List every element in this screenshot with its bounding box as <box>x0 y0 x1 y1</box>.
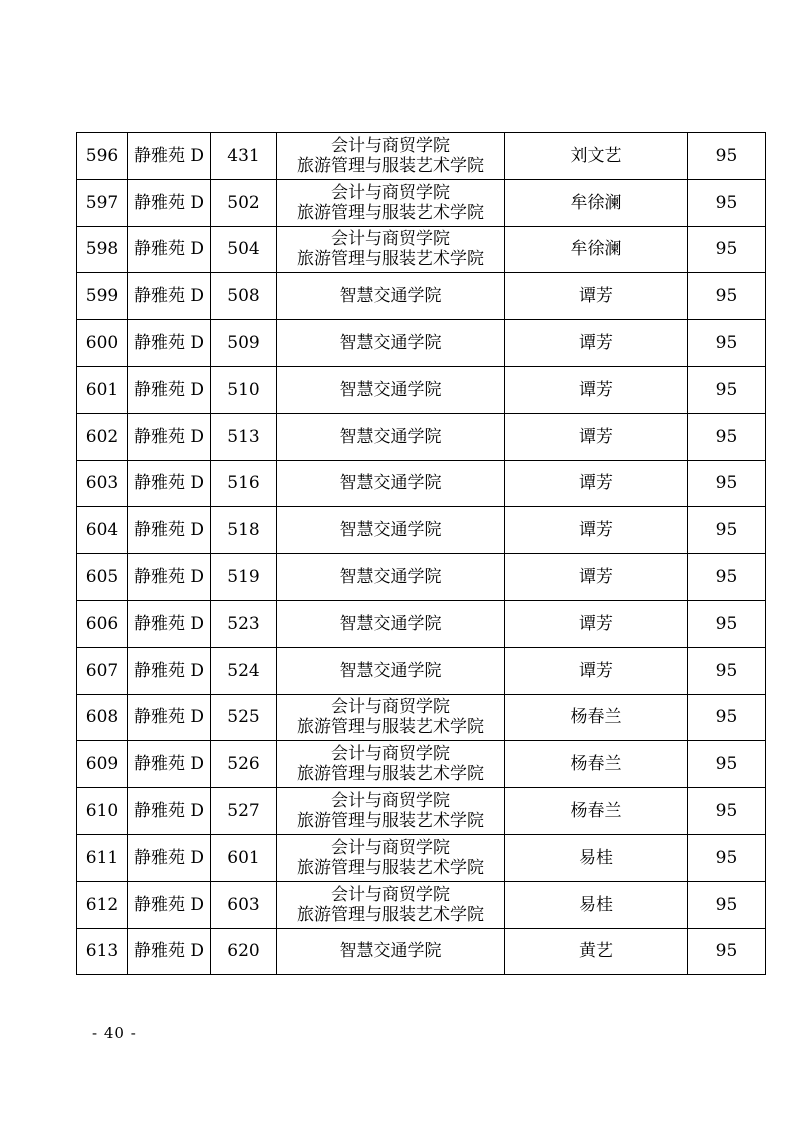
college-name: 会计与商贸学院 <box>331 182 450 203</box>
row-number-cell: 603 <box>77 460 128 507</box>
college-cell <box>277 788 505 835</box>
table-row <box>77 554 766 601</box>
table-row <box>77 694 766 741</box>
score-cell: 95 <box>688 460 766 507</box>
college-name: 会计与商贸学院 <box>331 229 450 250</box>
college-name: 智慧交通学院 <box>339 613 442 634</box>
score-cell: 95 <box>688 507 766 554</box>
score-cell: 95 <box>688 834 766 881</box>
room-number-cell: 510 <box>211 366 277 413</box>
table-row <box>77 507 766 554</box>
college-cell <box>277 554 505 601</box>
college-cell <box>277 600 505 647</box>
staff-name-cell: 易桂 <box>505 834 688 881</box>
room-number-cell: 524 <box>211 647 277 694</box>
building-cell: 静雅苑 D <box>128 741 211 788</box>
building-cell: 静雅苑 D <box>128 460 211 507</box>
building-cell: 静雅苑 D <box>128 881 211 928</box>
score-cell: 95 <box>688 133 766 180</box>
row-number-cell: 613 <box>77 928 128 975</box>
college-name: 会计与商贸学院 <box>331 697 450 718</box>
score-cell: 95 <box>688 273 766 320</box>
staff-name-cell: 杨春兰 <box>505 788 688 835</box>
building-cell: 静雅苑 D <box>128 694 211 741</box>
row-number-cell: 600 <box>77 320 128 367</box>
table-row <box>77 788 766 835</box>
staff-name-cell: 谭芳 <box>505 320 688 367</box>
row-number-cell: 610 <box>77 788 128 835</box>
row-number-cell: 598 <box>77 226 128 273</box>
building-cell: 静雅苑 D <box>128 928 211 975</box>
room-number-cell: 518 <box>211 507 277 554</box>
college-cell <box>277 928 505 975</box>
room-number-cell: 509 <box>211 320 277 367</box>
building-cell: 静雅苑 D <box>128 647 211 694</box>
college-cell <box>277 834 505 881</box>
table-row <box>77 881 766 928</box>
room-number-cell: 526 <box>211 741 277 788</box>
building-cell: 静雅苑 D <box>128 554 211 601</box>
score-cell: 95 <box>688 366 766 413</box>
staff-name-cell: 易桂 <box>505 881 688 928</box>
table-row <box>77 600 766 647</box>
score-cell: 95 <box>688 694 766 741</box>
row-number-cell: 611 <box>77 834 128 881</box>
room-number-cell: 601 <box>211 834 277 881</box>
college-name: 智慧交通学院 <box>339 379 442 400</box>
college-cell <box>277 366 505 413</box>
staff-name-cell: 谭芳 <box>505 366 688 413</box>
score-cell: 95 <box>688 226 766 273</box>
college-name: 旅游管理与服装艺术学院 <box>297 904 484 925</box>
table-row <box>77 179 766 226</box>
table-row <box>77 226 766 273</box>
college-cell <box>277 460 505 507</box>
score-cell: 95 <box>688 928 766 975</box>
page-number: - 40 - <box>92 1024 137 1042</box>
staff-name-cell: 谭芳 <box>505 273 688 320</box>
staff-name-cell: 牟徐澜 <box>505 179 688 226</box>
row-number-cell: 605 <box>77 554 128 601</box>
row-number-cell: 608 <box>77 694 128 741</box>
building-cell: 静雅苑 D <box>128 600 211 647</box>
building-cell: 静雅苑 D <box>128 320 211 367</box>
dorm-inspection-table <box>76 132 766 975</box>
score-cell: 95 <box>688 788 766 835</box>
staff-name-cell: 黄艺 <box>505 928 688 975</box>
college-cell <box>277 507 505 554</box>
college-cell <box>277 413 505 460</box>
college-cell <box>277 273 505 320</box>
row-number-cell: 599 <box>77 273 128 320</box>
college-name: 智慧交通学院 <box>339 520 442 541</box>
room-number-cell: 516 <box>211 460 277 507</box>
score-cell: 95 <box>688 647 766 694</box>
row-number-cell: 597 <box>77 179 128 226</box>
row-number-cell: 596 <box>77 133 128 180</box>
college-cell <box>277 647 505 694</box>
college-cell <box>277 179 505 226</box>
row-number-cell: 607 <box>77 647 128 694</box>
college-name: 智慧交通学院 <box>339 426 442 447</box>
score-cell: 95 <box>688 600 766 647</box>
college-name: 旅游管理与服装艺术学院 <box>297 202 484 223</box>
building-cell: 静雅苑 D <box>128 133 211 180</box>
room-number-cell: 523 <box>211 600 277 647</box>
college-name: 会计与商贸学院 <box>331 837 450 858</box>
college-name: 旅游管理与服装艺术学院 <box>297 249 484 270</box>
staff-name-cell: 杨春兰 <box>505 694 688 741</box>
row-number-cell: 606 <box>77 600 128 647</box>
table-row <box>77 460 766 507</box>
row-number-cell: 609 <box>77 741 128 788</box>
room-number-cell: 519 <box>211 554 277 601</box>
table-row <box>77 928 766 975</box>
college-name: 旅游管理与服装艺术学院 <box>297 811 484 832</box>
table-row <box>77 273 766 320</box>
building-cell: 静雅苑 D <box>128 226 211 273</box>
table-row <box>77 133 766 180</box>
building-cell: 静雅苑 D <box>128 834 211 881</box>
building-cell: 静雅苑 D <box>128 788 211 835</box>
building-cell: 静雅苑 D <box>128 179 211 226</box>
room-number-cell: 431 <box>211 133 277 180</box>
staff-name-cell: 谭芳 <box>505 647 688 694</box>
building-cell: 静雅苑 D <box>128 413 211 460</box>
score-cell: 95 <box>688 413 766 460</box>
staff-name-cell: 谭芳 <box>505 600 688 647</box>
building-cell: 静雅苑 D <box>128 366 211 413</box>
score-cell: 95 <box>688 179 766 226</box>
staff-name-cell: 杨春兰 <box>505 741 688 788</box>
college-name: 智慧交通学院 <box>339 473 442 494</box>
room-number-cell: 502 <box>211 179 277 226</box>
college-name: 智慧交通学院 <box>339 567 442 588</box>
college-name: 旅游管理与服装艺术学院 <box>297 857 484 878</box>
staff-name-cell: 牟徐澜 <box>505 226 688 273</box>
college-name: 旅游管理与服装艺术学院 <box>297 764 484 785</box>
staff-name-cell: 谭芳 <box>505 413 688 460</box>
college-name: 旅游管理与服装艺术学院 <box>297 717 484 738</box>
score-cell: 95 <box>688 554 766 601</box>
row-number-cell: 601 <box>77 366 128 413</box>
college-cell <box>277 320 505 367</box>
room-number-cell: 620 <box>211 928 277 975</box>
college-cell <box>277 694 505 741</box>
building-cell: 静雅苑 D <box>128 273 211 320</box>
college-name: 旅游管理与服装艺术学院 <box>297 155 484 176</box>
college-name: 智慧交通学院 <box>339 333 442 354</box>
staff-name-cell: 刘文艺 <box>505 133 688 180</box>
college-name: 会计与商贸学院 <box>331 744 450 765</box>
room-number-cell: 527 <box>211 788 277 835</box>
college-name: 智慧交通学院 <box>339 660 442 681</box>
table-body <box>77 133 766 975</box>
score-cell: 95 <box>688 881 766 928</box>
staff-name-cell: 谭芳 <box>505 554 688 601</box>
table-row <box>77 834 766 881</box>
college-cell <box>277 741 505 788</box>
row-number-cell: 602 <box>77 413 128 460</box>
room-number-cell: 504 <box>211 226 277 273</box>
room-number-cell: 525 <box>211 694 277 741</box>
table-row <box>77 320 766 367</box>
table-row <box>77 741 766 788</box>
college-name: 会计与商贸学院 <box>331 135 450 156</box>
room-number-cell: 603 <box>211 881 277 928</box>
college-cell <box>277 226 505 273</box>
staff-name-cell: 谭芳 <box>505 460 688 507</box>
score-cell: 95 <box>688 741 766 788</box>
table-row <box>77 413 766 460</box>
room-number-cell: 513 <box>211 413 277 460</box>
college-name: 会计与商贸学院 <box>331 884 450 905</box>
building-cell: 静雅苑 D <box>128 507 211 554</box>
table-row <box>77 366 766 413</box>
table-row <box>77 647 766 694</box>
college-name: 智慧交通学院 <box>339 286 442 307</box>
score-cell: 95 <box>688 320 766 367</box>
college-cell <box>277 881 505 928</box>
college-name: 会计与商贸学院 <box>331 791 450 812</box>
row-number-cell: 612 <box>77 881 128 928</box>
staff-name-cell: 谭芳 <box>505 507 688 554</box>
room-number-cell: 508 <box>211 273 277 320</box>
college-cell <box>277 133 505 180</box>
row-number-cell: 604 <box>77 507 128 554</box>
college-name: 智慧交通学院 <box>339 941 442 962</box>
